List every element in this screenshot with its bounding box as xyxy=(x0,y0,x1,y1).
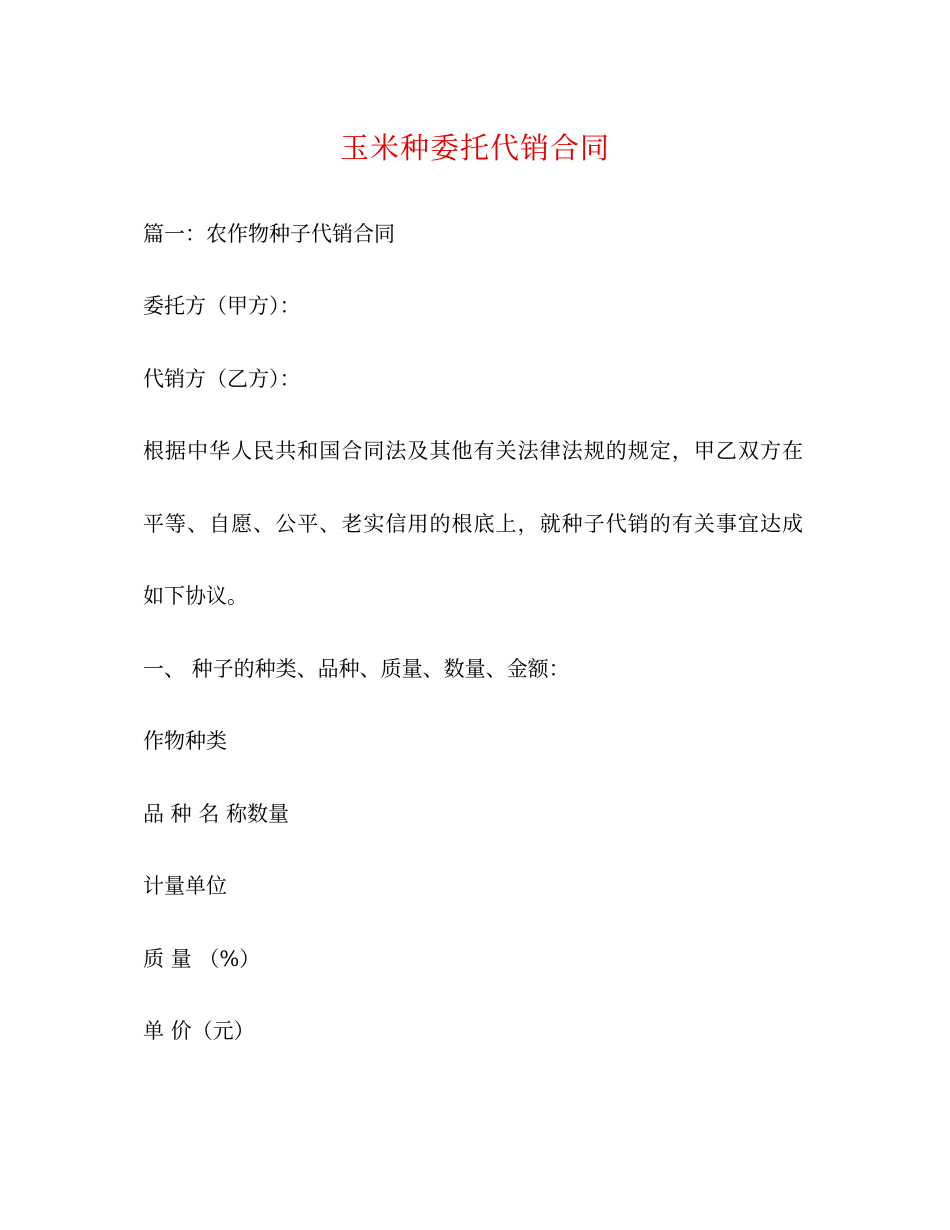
preamble-line-2: 平等、自愿、公平、老实信用的根底上，就种子代销的有关事宜达成 xyxy=(143,512,803,536)
preamble-line-3: 如下协议。 xyxy=(143,584,248,608)
section-heading-part-one: 篇一：农作物种子代销合同 xyxy=(143,222,395,246)
clause-one-heading: 一、 种子的种类、品种、质量、数量、金额： xyxy=(143,657,570,681)
field-quality-percent: 质 量 （%） xyxy=(143,947,261,971)
field-unit-of-measure: 计量单位 xyxy=(143,874,227,898)
field-crop-type: 作物种类 xyxy=(143,729,227,753)
field-variety-name-quantity: 品 种 名 称数量 xyxy=(143,802,290,826)
document-title: 玉米种委托代销合同 xyxy=(339,131,610,165)
field-unit-price: 单 价（元） xyxy=(143,1019,255,1043)
preamble-line-1: 根据中华人民共和国合同法及其他有关法律法规的规定，甲乙双方在 xyxy=(143,439,803,463)
principal-party-line: 委托方（甲方）： xyxy=(143,294,301,318)
agent-party-line: 代销方（乙方）： xyxy=(143,367,301,391)
